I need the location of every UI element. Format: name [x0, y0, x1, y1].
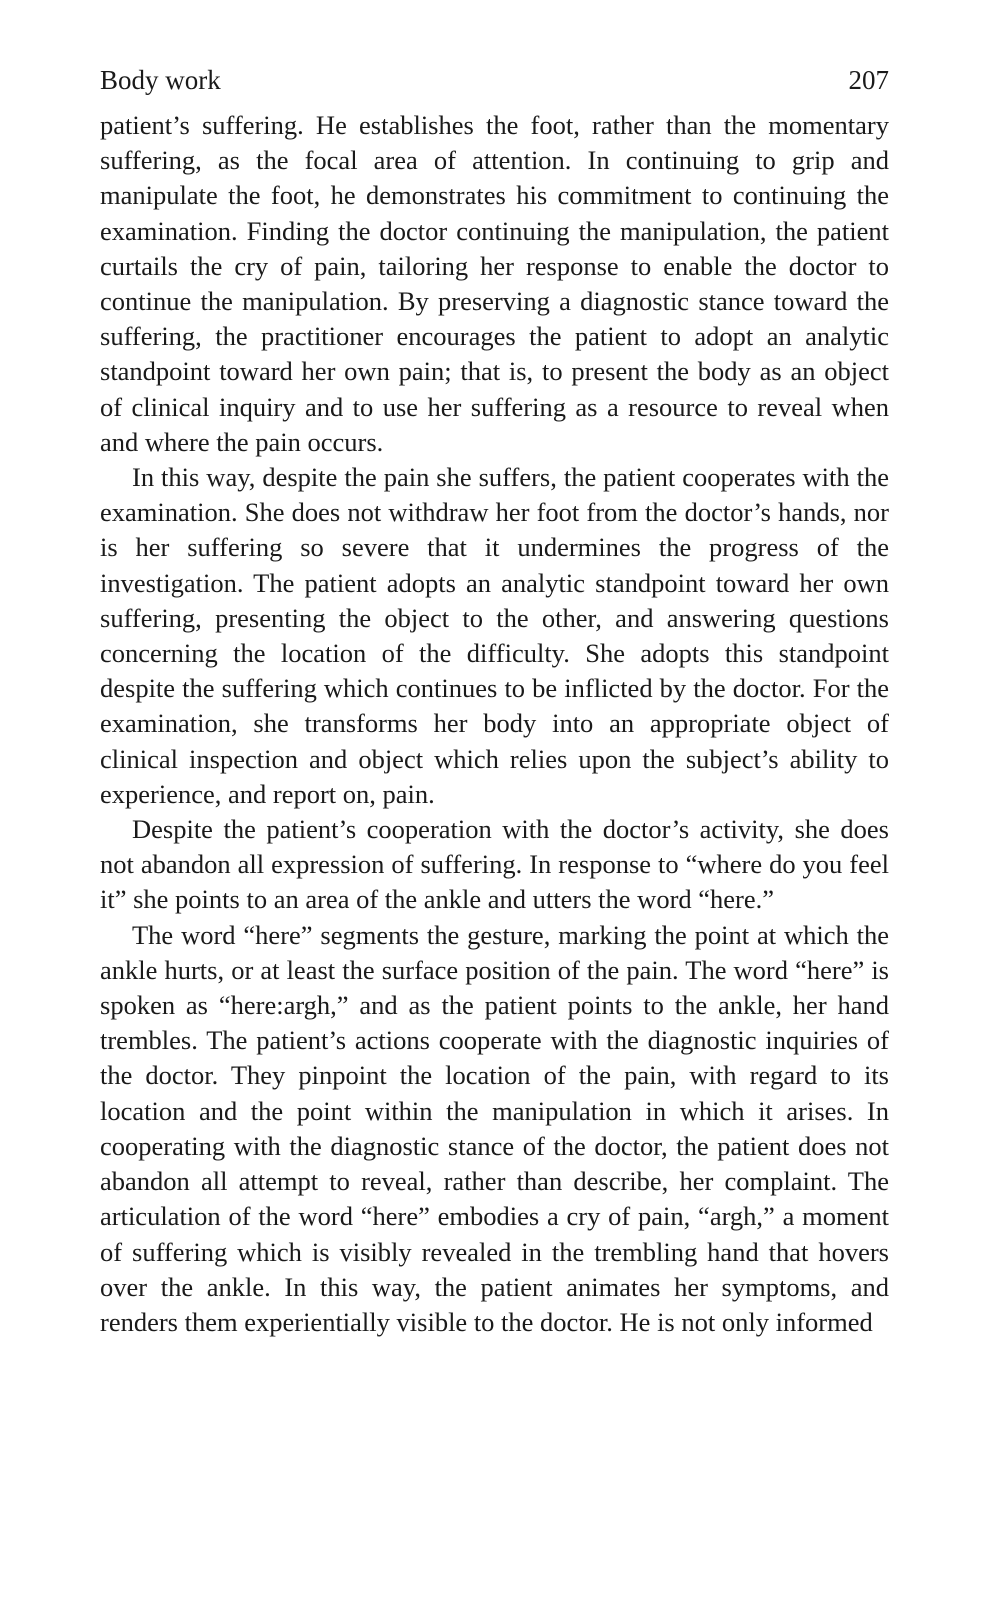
book-page	[100, 62, 889, 1340]
body-text	[100, 108, 889, 1340]
page-number: 207	[848, 65, 889, 95]
paragraph-4: The word “here” segments the gesture, marking the point at which the ankle hurts, or at least the surface position of the pain. The word “here” is spoken as “here:argh,” and as the patient points to the ankle, her hand trembles. The patient’s actions cooperate with the diagnostic inquiries of the doctor. They pinpoint the location of the pain, with regard to its location and the point within the manipulation in which it arises. In cooperating with the diagnostic stance of the doctor, the patient does not abandon all attempt to reveal, rather than describe, her complaint. The articulation of the word “here” embodies a cry of pain, “argh,” a moment of suffering which is visibly revealed in the trembling hand that hovers over the ankle. In this way, the patient animates her symptoms, and renders them experientially visible to the doctor. He is not only informed	[100, 919, 889, 1337]
running-head	[100, 62, 889, 98]
paragraph-1: patient’s suffering. He establishes the foot, rather than the momentary suffering, as the focal area of attention. In continuing to grip and manipulate the foot, he demonstrates his commitment to continuing the examination. Finding the doctor continuing the manipulation, the patient curtails the cry of pain, tailoring her response to enable the doctor to continue the manipulation. By preserving a diagnostic stance toward the suffering, the practitioner encourages the patient to adopt an analytic standpoint toward her own pain; that is, to present the body as an object of clinical inquiry and to use her suffering as a resource to reveal when and where the pain occurs.	[100, 110, 889, 457]
running-head-title: Body work	[100, 65, 221, 95]
paragraph-2: In this way, despite the pain she suffers, the patient cooperates with the examination. She does not withdraw her foot from the doctor’s hands, nor is her suffering so severe that it undermines the progress of the investigation. The patient adopts an analytic standpoint toward her own suffering, presenting the object to the other, and answering questions concerning the location of the difficulty. She adopts this standpoint despite the suffering which continues to be inflicted by the doctor. For the examination, she transforms her body into an appropriate object of clinical inspection and object which relies upon the subject’s ability to experience, and report on, pain.	[100, 462, 889, 809]
paragraph-3: Despite the patient’s cooperation with the doctor’s activity, she does not abandon all expression of suffering. In response to “where do you feel it” she points to an area of the ankle and utters the word “here.”	[100, 814, 889, 915]
